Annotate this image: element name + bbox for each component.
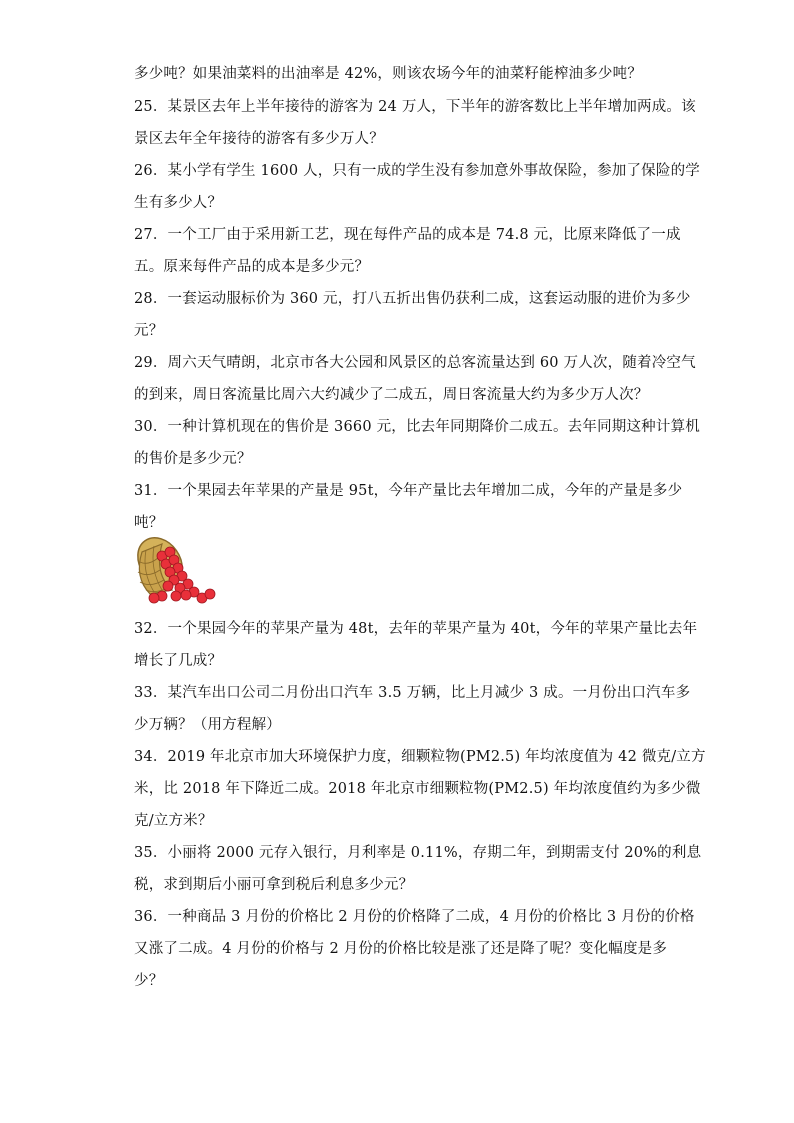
question-35-line-2: 税，求到期后小丽可拿到税后利息多少元？ — [134, 877, 414, 893]
question-29-line-2: 的到来，周日客流量比周六大约减少了二成五，周日客流量大约为多少万人次？ — [134, 387, 649, 403]
question-26-line-2: 生有多少人？ — [134, 195, 223, 211]
question-26-line-1: 26．某小学有学生 1600 人，只有一成的学生没有参加意外事故保险，参加了保险的学 — [134, 163, 700, 179]
question-25-line-1: 25．某景区去年上半年接待的游客为 24 万人，下半年的游客数比上半年增加两成。该 — [134, 99, 696, 115]
question-33-line-1: 33．某汽车出口公司二月份出口汽车 3.5 万辆，比上月减少 3 成。一月份出口汽车多 — [134, 685, 691, 701]
question-27-line-2: 五。原来每件产品的成本是多少元？ — [134, 259, 370, 275]
question-34-line-2: 米，比 2018 年下降近二成。2018 年北京市细颗粒物(PM2.5) 年均浓度值约为多少微 — [134, 781, 701, 797]
question-29-line-1: 29．周六天气晴朗，北京市各大公园和风景区的总客流量达到 60 万人次，随着冷空气 — [134, 355, 696, 371]
question-31-line-1: 31．一个果园去年苹果的产量是 95t，今年产量比去年增加二成，今年的产量是多少 — [134, 483, 683, 499]
question-28-line-2: 元？ — [134, 323, 164, 339]
question-34-line-3: 克/立方米？ — [134, 813, 213, 829]
question-36-line-1: 36．一种商品 3 月份的价格比 2 月份的价格降了二成，4 月份的价格比 3 月份的价格 — [134, 909, 695, 925]
question-35-line-1: 35．小丽将 2000 元存入银行，月利率是 0.11%，存期二年，到期需支付 20%的利息 — [134, 845, 702, 861]
question-28-line-1: 28．一套运动服标价为 360 元，打八五折出售仍获利二成，这套运动服的进价为多少 — [134, 291, 691, 307]
text-line: 多少吨？如果油菜料的出油率是 42%，则该农场今年的油菜籽能榨油多少吨？ — [134, 66, 643, 82]
question-33-line-2: 少万辆？（用方程解） — [134, 717, 281, 733]
question-25-line-2: 景区去年全年接待的游客有多少万人？ — [134, 131, 384, 147]
question-27-line-1: 27．一个工厂由于采用新工艺，现在每件产品的成本是 74.8 元，比原来降低了一成 — [134, 227, 681, 243]
question-30-line-1: 30．一种计算机现在的售价是 3660 元，比去年同期降价二成五。去年同期这种计算机 — [134, 419, 700, 435]
question-31-line-2: 吨？ — [134, 515, 164, 531]
question-32-line-2: 增长了几成？ — [134, 653, 223, 669]
question-30-line-2: 的售价是多少元？ — [134, 451, 252, 467]
question-32-line-1: 32．一个果园今年的苹果产量为 48t，去年的苹果产量为 40t，今年的苹果产量比去年 — [134, 621, 698, 637]
question-36-line-3: 少？ — [134, 973, 164, 989]
question-34-line-1: 34．2019 年北京市加大环境保护力度，细颗粒物(PM2.5) 年均浓度值为 42 微克/立方 — [134, 749, 706, 765]
question-36-line-2: 又涨了二成。4 月份的价格与 2 月份的价格比较是涨了还是降了呢？变化幅度是多 — [134, 941, 668, 957]
apple-basket-icon — [132, 532, 222, 606]
